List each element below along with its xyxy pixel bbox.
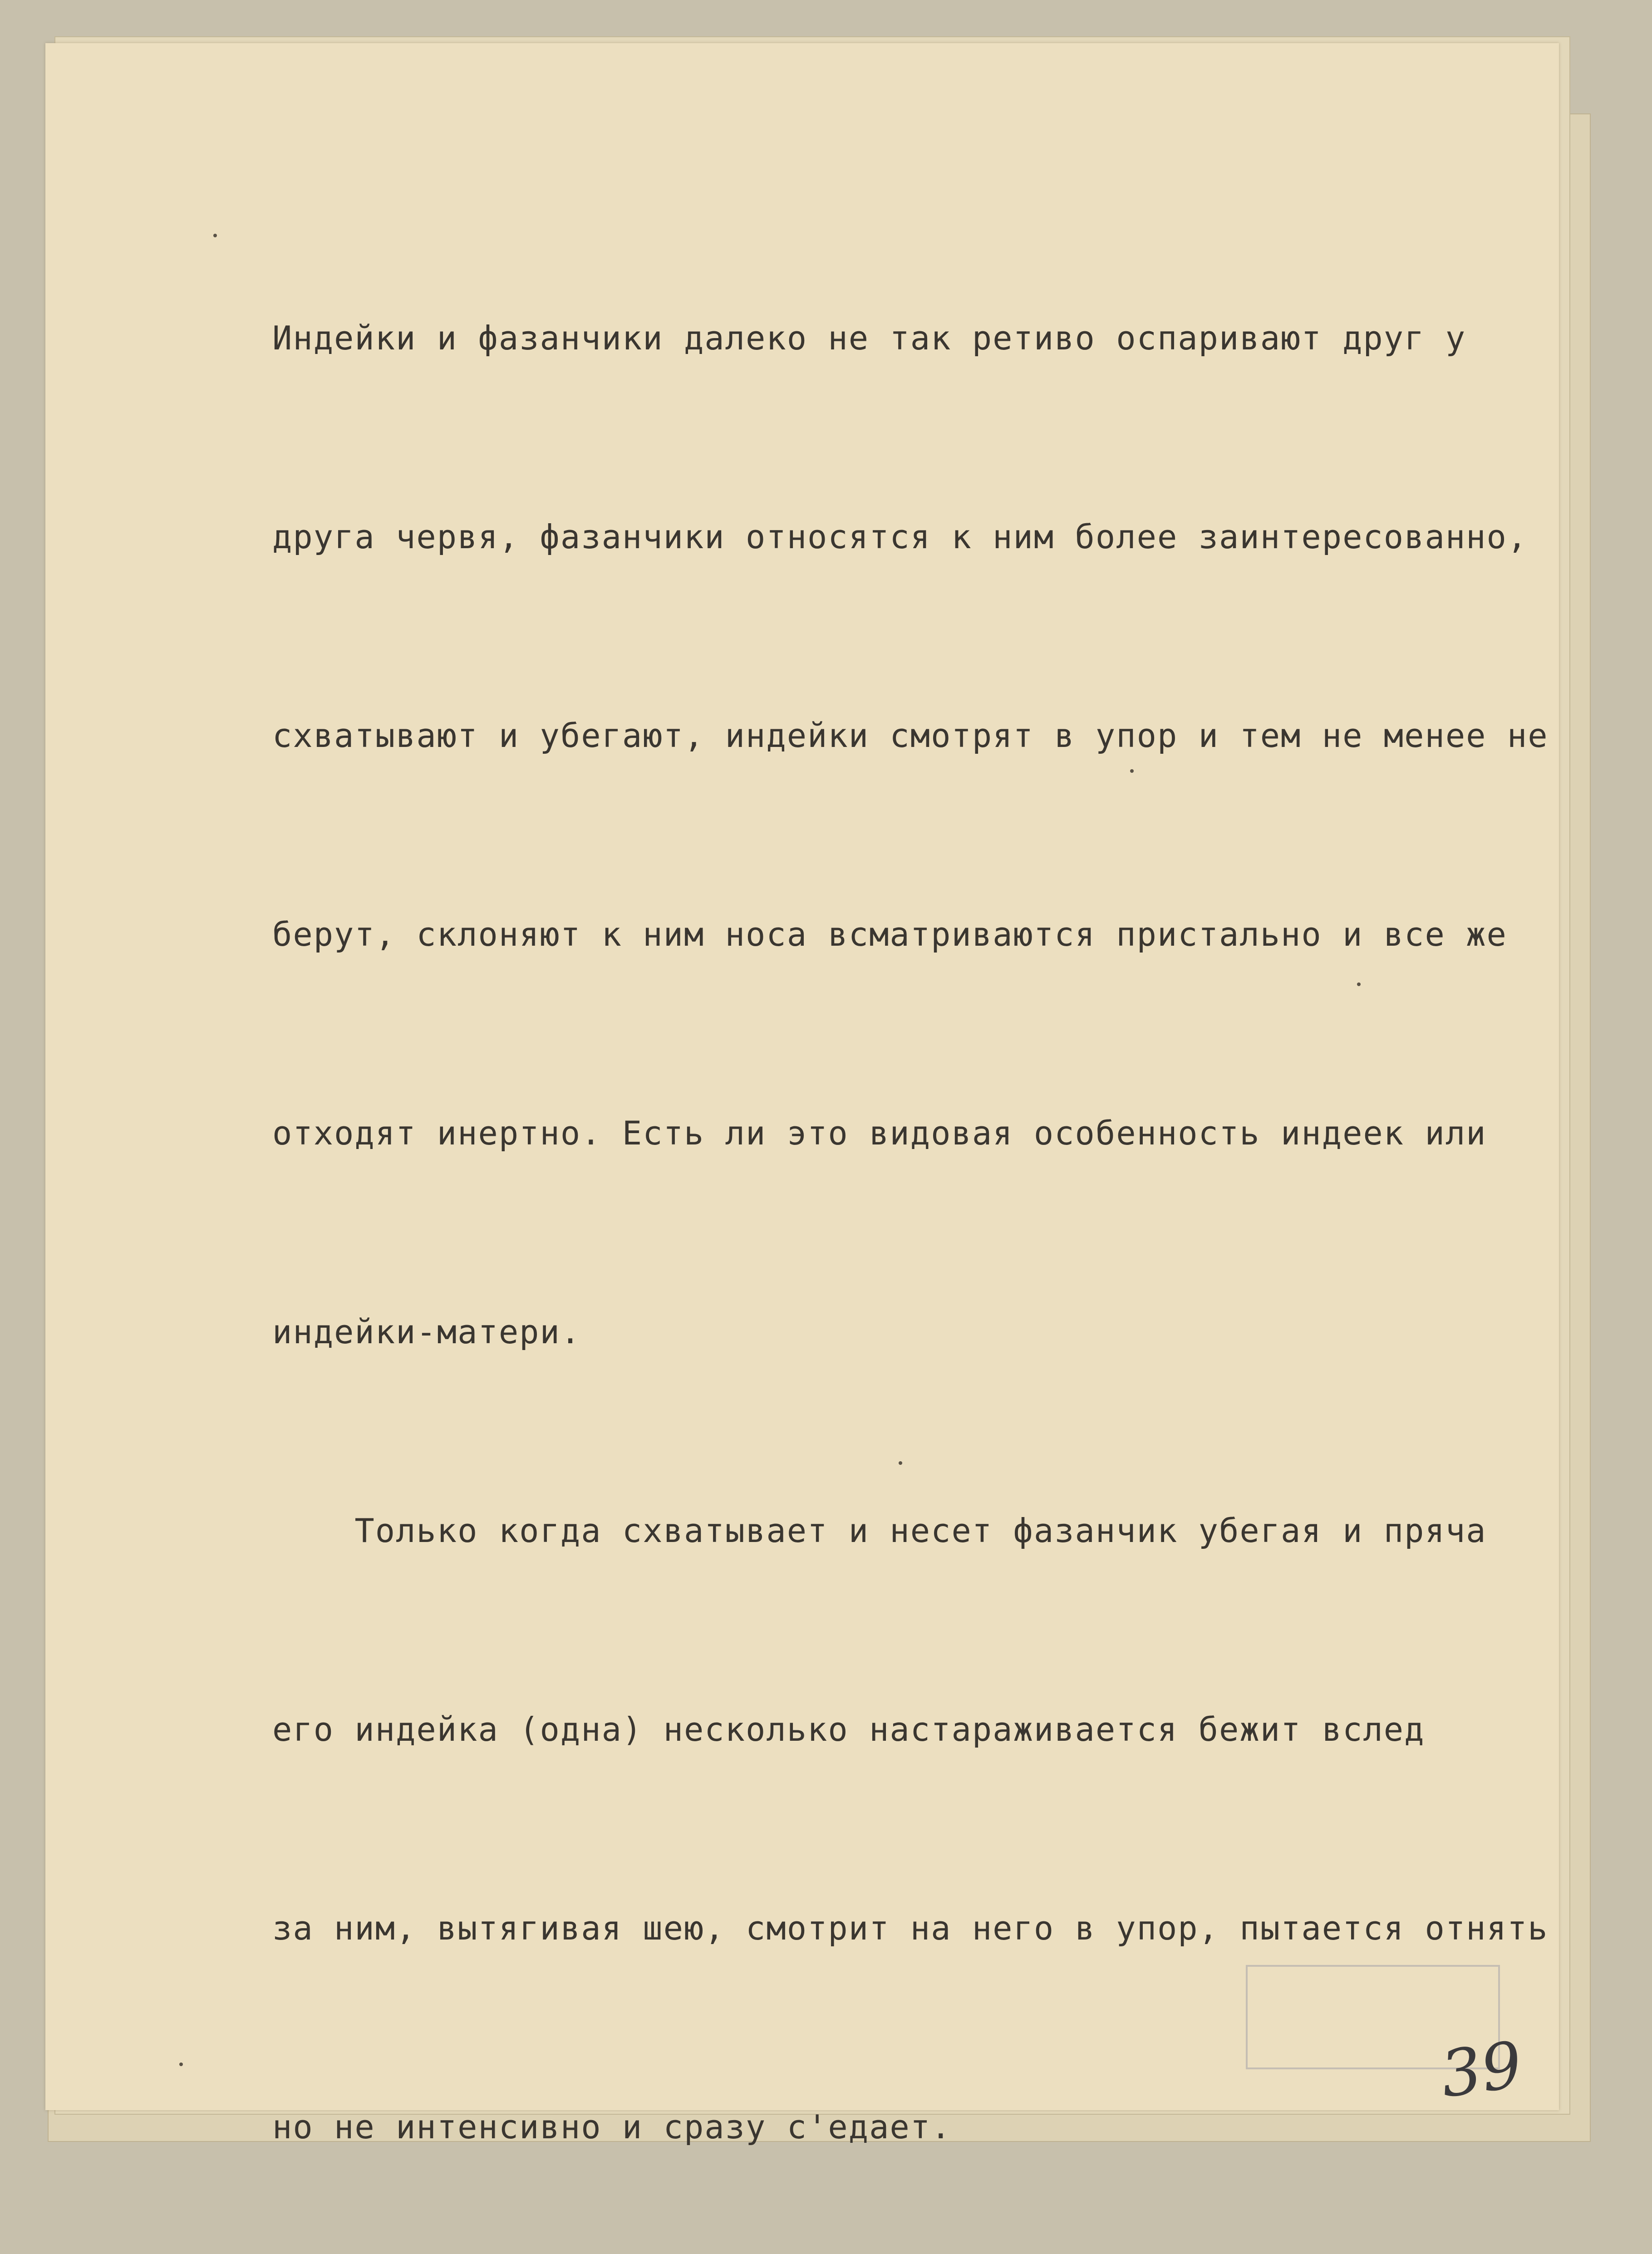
paper-speck: [213, 234, 217, 237]
text-line: Индейки и фазанчики далеко не так ретиво оспаривают друг у: [272, 319, 1466, 357]
paper-speck: [1357, 982, 1361, 986]
handwritten-page-number: 39: [1436, 2028, 1527, 2112]
typed-text-body: [272, 172, 1549, 2226]
text-line: его индейка (одна) несколько настараживается бежит вслед: [272, 1710, 1425, 1748]
text-line: берут, склоняют к ним носа всматриваются пристально и все же: [272, 915, 1507, 953]
paper-speck: [179, 2062, 183, 2066]
text-line: друга червя, фазанчики относятся к ним более заинтересованно,: [272, 518, 1528, 556]
text-line: индейки-матери.: [272, 1313, 581, 1351]
text-line: схватывают и убегают, индейки смотрят в упор и тем не менее не: [272, 717, 1549, 755]
paper-speck: [1130, 769, 1134, 773]
text-line: отходят инертно. Есть ли это видовая особенность индеек или: [272, 1114, 1487, 1152]
text-line: Только когда схватывает и несет фазанчик убегая и пряча: [272, 1512, 1487, 1550]
text-line: но не интенсивно и сразу с'едает.: [272, 2108, 952, 2146]
paper-speck: [899, 1461, 902, 1465]
text-line: за ним, вытягивая шею, смотрит на него в упор, пытается отнять: [272, 1909, 1549, 1947]
